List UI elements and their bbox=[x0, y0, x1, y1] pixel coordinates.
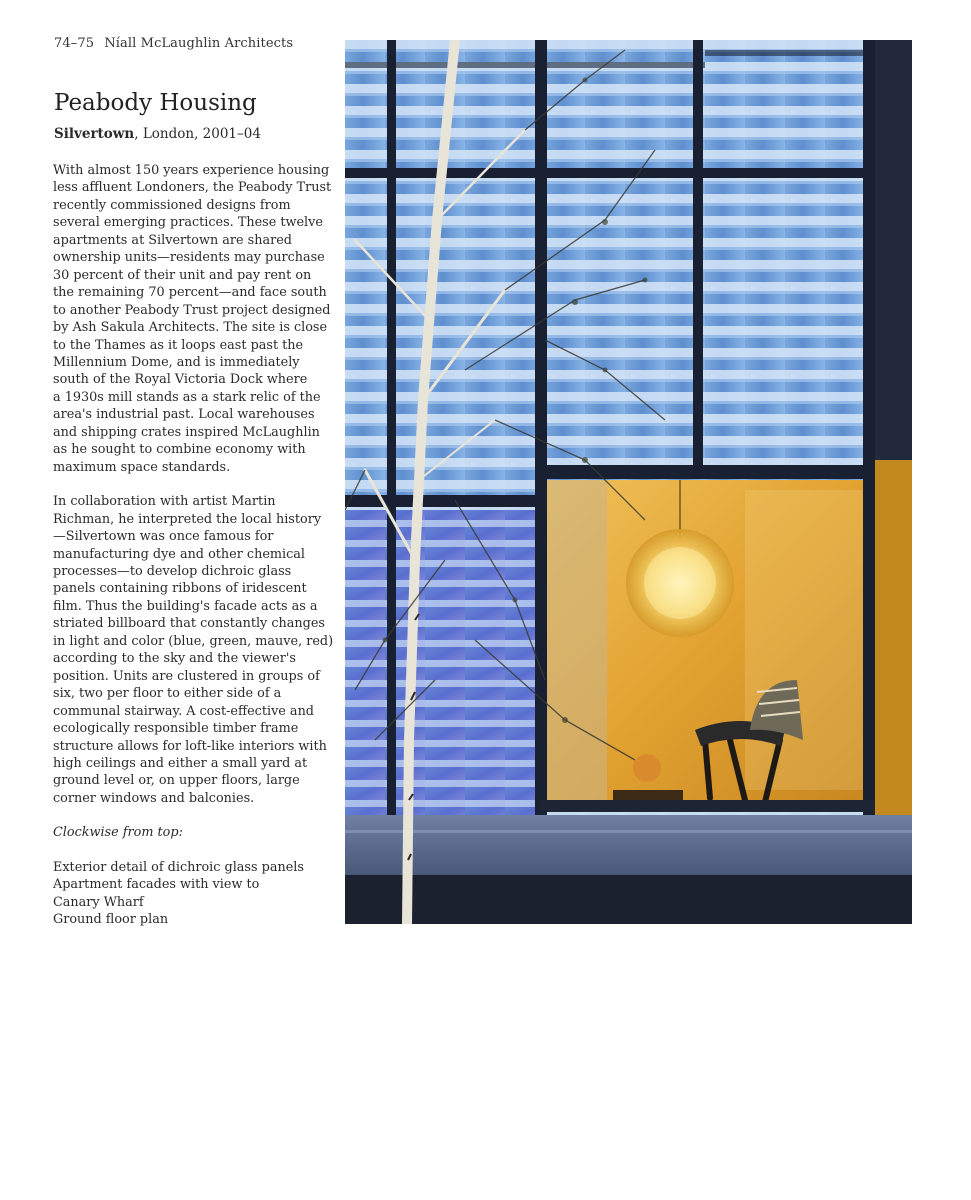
text-line: to another Peabody Trust project designed bbox=[53, 302, 331, 318]
caption-line: Exterior detail of dichroic glass panels bbox=[53, 859, 304, 875]
text-line: structure allows for loft-like interiors with bbox=[53, 738, 327, 754]
page-title: Peabody Housing bbox=[54, 90, 257, 116]
text-line: area's industrial past. Local warehouses bbox=[53, 407, 315, 423]
text-line: the remaining 70 percent—and face south bbox=[53, 285, 327, 301]
text-line: communal stairway. A cost-effective and bbox=[53, 703, 314, 719]
project-details: , London, 2001–04 bbox=[134, 126, 261, 142]
text-line: high ceilings and either a small yard at bbox=[53, 755, 308, 771]
text-line: several emerging practices. These twelve bbox=[53, 215, 323, 231]
text-line: and shipping crates inspired McLaughlin bbox=[53, 424, 320, 440]
text-line: In collaboration with artist Martin bbox=[53, 494, 276, 510]
text-line: recently commissioned designs from bbox=[53, 197, 291, 213]
paragraph-1 bbox=[53, 162, 331, 476]
text-line: ecologically responsible timber frame bbox=[53, 721, 299, 737]
caption-line: Apartment facades with view to bbox=[53, 877, 260, 893]
text-line: a 1930s mill stands as a stark relic of the bbox=[53, 389, 321, 405]
caption-list bbox=[53, 859, 331, 929]
text-line: less affluent Londoners, the Peabody Trust bbox=[53, 180, 332, 196]
text-line: position. Units are clustered in groups of bbox=[53, 668, 320, 684]
page-numbers: 74–75 bbox=[54, 36, 95, 51]
text-line: corner windows and balconies. bbox=[53, 790, 255, 806]
text-line: south of the Royal Victoria Dock where bbox=[53, 372, 308, 388]
text-line: manufacturing dye and other chemical bbox=[53, 546, 306, 562]
text-line: six, two per floor to either side of a bbox=[53, 686, 282, 702]
text-line: maximum space standards. bbox=[53, 459, 231, 475]
caption-line: Ground floor plan bbox=[53, 912, 169, 928]
text-line: ownership units—residents may purchase bbox=[53, 250, 325, 266]
text-line: panels containing ribbons of iridescent bbox=[53, 581, 307, 597]
text-line: as he sought to combine economy with bbox=[53, 442, 306, 458]
text-line: film. Thus the building's facade acts as a bbox=[53, 598, 318, 614]
project-subtitle bbox=[54, 126, 261, 142]
text-line: Millennium Dome, and is immediately bbox=[53, 354, 300, 370]
paragraph-2 bbox=[53, 493, 334, 807]
caption-heading: Clockwise from top: bbox=[53, 825, 183, 841]
text-line: 30 percent of their unit and pay rent on bbox=[53, 267, 312, 283]
text-line: according to the sky and the viewer's bbox=[53, 651, 296, 667]
facade-photo-image bbox=[345, 40, 912, 924]
text-line: —Silvertown was once famous for bbox=[53, 529, 274, 545]
project-place: Silvertown bbox=[54, 126, 135, 142]
text-line: Richman, he interpreted the local history bbox=[53, 511, 322, 527]
body-text bbox=[53, 162, 334, 929]
caption-line: Canary Wharf bbox=[53, 894, 144, 910]
text-line: to the Thames as it loops east past the bbox=[53, 337, 304, 353]
text-line: apartments at Silvertown are shared bbox=[53, 232, 292, 248]
text-line: ground level or, on upper floors, large bbox=[53, 773, 300, 789]
firm-name: Níall McLaughlin Architects bbox=[104, 36, 294, 51]
text-line: processes—to develop dichroic glass bbox=[53, 563, 292, 579]
text-line: striated billboard that constantly changes bbox=[53, 616, 325, 632]
running-head bbox=[54, 36, 293, 51]
facade-photo bbox=[345, 40, 912, 924]
text-line: With almost 150 years experience housing bbox=[53, 163, 330, 178]
text-line: in light and color (blue, green, mauve, red) bbox=[53, 633, 334, 649]
text-line: by Ash Sakula Architects. The site is close bbox=[53, 320, 328, 336]
